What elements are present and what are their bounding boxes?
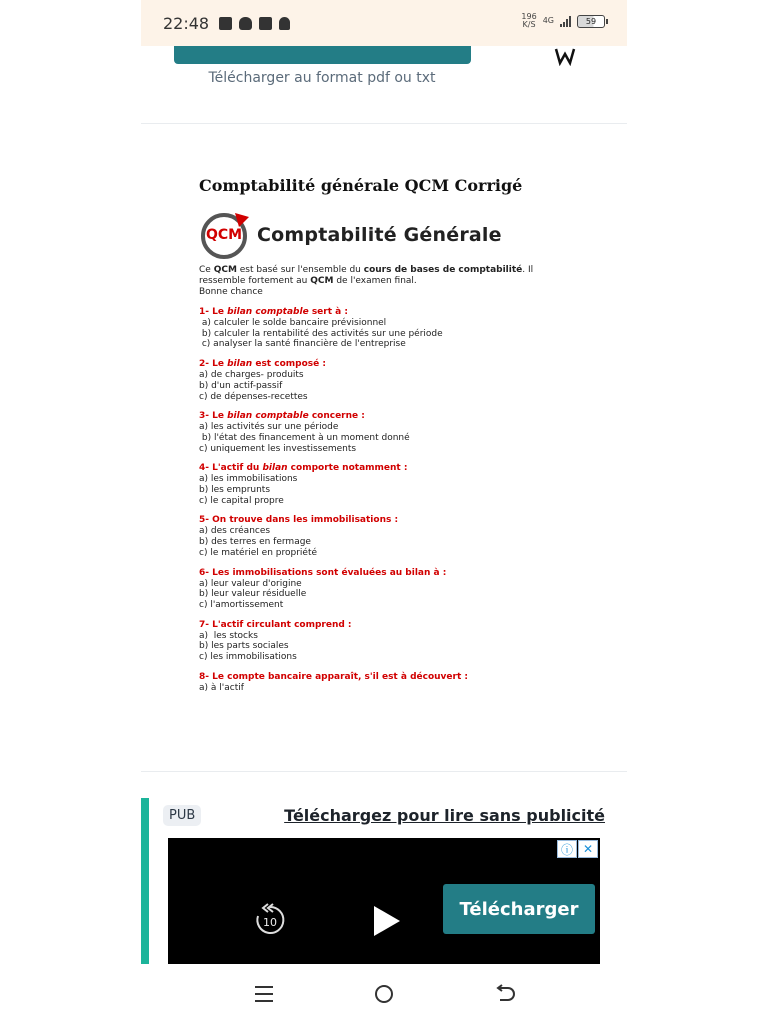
snapchat-icon — [239, 17, 252, 30]
question-title-text: sert à : — [308, 307, 348, 317]
question-title-text: comporte notamment : — [287, 463, 408, 474]
network-speed — [521, 13, 536, 29]
question-title-text: 1- Le — [199, 307, 228, 317]
question-item — [199, 463, 569, 506]
question-title-text: 7- L'actif circulant comprend : — [199, 619, 352, 630]
question-title-text: 5- On trouve dans les immobilisations : — [199, 515, 399, 526]
app-column — [141, 0, 627, 1024]
back-icon[interactable] — [493, 982, 517, 1006]
status-time: 22:48 — [163, 13, 210, 33]
question-option: b) leur valeur résiduelle — [199, 589, 307, 600]
home-icon[interactable] — [372, 982, 396, 1006]
qcm-logo-icon — [199, 209, 251, 261]
question-option: b) d'un actif-passif — [199, 380, 283, 391]
intro-bold: cours de bases de comptabilité — [363, 265, 523, 275]
navigation-bar — [141, 964, 627, 1024]
ad-choices — [557, 840, 598, 858]
status-notification-icons — [219, 17, 290, 30]
question-item — [199, 620, 569, 663]
battery-level: 59 — [585, 16, 597, 26]
question-item — [199, 411, 569, 454]
ad-block — [141, 798, 627, 964]
question-option: a) leur valeur d'origine — [199, 578, 302, 589]
document-logo — [199, 209, 569, 261]
intro-text: Ce — [199, 265, 214, 275]
vpn-icon — [219, 17, 232, 30]
rewind-label: 10 — [263, 916, 277, 929]
question-title-text: 3- Le — [199, 411, 228, 422]
question-item — [199, 307, 569, 350]
question-option: a) à l'actif — [199, 682, 244, 693]
question-option: a) calculer le solde bancaire prévisionnel — [199, 318, 387, 328]
question-title-emphasis: bilan — [262, 463, 288, 474]
qcm-logo-badge: QCM — [206, 227, 243, 243]
question-option: b) calculer la rentabilité des activités sur une période — [199, 328, 443, 339]
battery-icon — [577, 15, 605, 28]
question-option: c) le capital propre — [199, 495, 284, 506]
question-title — [199, 463, 569, 474]
divider — [141, 771, 627, 772]
logo-title: Comptabilité Générale — [257, 224, 502, 246]
android-icon — [279, 17, 290, 30]
question-title-emphasis: bilan — [227, 359, 253, 370]
question-option: b) les parts sociales — [199, 641, 289, 652]
question-item — [199, 359, 569, 402]
question-option: a) des créances — [199, 526, 271, 537]
question-list — [199, 307, 569, 693]
intro-text: est basé sur l'ensemble du — [236, 265, 364, 275]
question-title-text: est composé : — [252, 359, 326, 370]
question-option: c) les immobilisations — [199, 652, 297, 663]
question-option: a) les stocks — [199, 630, 258, 641]
question-title-text: 2- Le — [199, 359, 228, 370]
question-title-text: 4- L'actif du — [199, 463, 263, 474]
question-title-text: concerne : — [308, 411, 365, 422]
scribd-logo-icon — [553, 46, 577, 66]
network-speed-unit: K/S — [522, 20, 536, 29]
menu-icon[interactable] — [252, 982, 276, 1006]
question-option: b) les emprunts — [199, 485, 271, 496]
signal-icon — [560, 15, 571, 27]
status-bar — [141, 0, 627, 46]
remove-ads-link[interactable]: Téléchargez pour lire sans publicité — [284, 806, 605, 825]
rewind-icon[interactable] — [252, 902, 288, 938]
question-option: b) des terres en fermage — [199, 537, 311, 548]
intro-text: . Il ressemble fortement au — [199, 265, 534, 286]
question-option: c) l'amortissement — [199, 599, 284, 610]
question-option: a) de charges- produits — [199, 370, 304, 381]
document-intro — [199, 265, 569, 298]
document-preview[interactable] — [199, 176, 569, 693]
question-title — [199, 568, 569, 579]
ad-close-icon[interactable]: ✕ — [578, 840, 598, 858]
divider — [141, 123, 627, 124]
question-option: b) l'état des financement à un moment donné — [199, 432, 410, 443]
question-title — [199, 620, 569, 631]
download-format-hint: Télécharger au format pdf ou txt — [208, 70, 436, 86]
question-title-emphasis: bilan comptable — [227, 411, 309, 422]
download-button[interactable] — [174, 46, 471, 64]
question-item — [199, 568, 569, 611]
question-title-text: 6- Les immobilisations sont évaluées au bilan à : — [199, 567, 447, 578]
question-title-emphasis: bilan comptable — [227, 307, 309, 317]
gallery-icon — [259, 17, 272, 30]
question-title-text: 8- Le compte bancaire apparaît, s'il est à découvert : — [199, 671, 468, 682]
ad-download-button[interactable]: Télécharger — [443, 884, 595, 934]
network-type: 4G — [542, 16, 554, 25]
intro-greeting: Bonne chance — [199, 287, 263, 297]
question-title — [199, 359, 569, 370]
status-system-icons — [521, 13, 605, 29]
question-option: c) de dépenses-recettes — [199, 391, 308, 402]
question-title — [199, 411, 569, 422]
ad-accent-bar — [141, 798, 149, 964]
question-option: c) le matériel en propriété — [199, 547, 318, 558]
intro-bold: QCM — [310, 276, 334, 286]
question-title — [199, 515, 569, 526]
intro-bold: QCM — [213, 265, 237, 275]
ad-badge: PUB — [163, 805, 201, 826]
question-option: c) uniquement les investissements — [199, 443, 357, 454]
document-title: Comptabilité générale QCM Corrigé — [199, 176, 523, 195]
question-option: a) les activités sur une période — [199, 422, 339, 433]
question-title — [199, 307, 569, 318]
question-option: a) les immobilisations — [199, 474, 298, 485]
network-speed-value: 196 — [521, 12, 537, 21]
play-icon[interactable] — [370, 904, 402, 938]
question-item — [199, 515, 569, 558]
ad-info-icon[interactable]: ⓘ — [557, 840, 577, 858]
question-option: c) analyser la santé financière de l'entreprise — [199, 339, 406, 350]
intro-text: de l'examen final. — [333, 276, 417, 286]
question-title — [199, 672, 569, 683]
question-item — [199, 672, 569, 694]
